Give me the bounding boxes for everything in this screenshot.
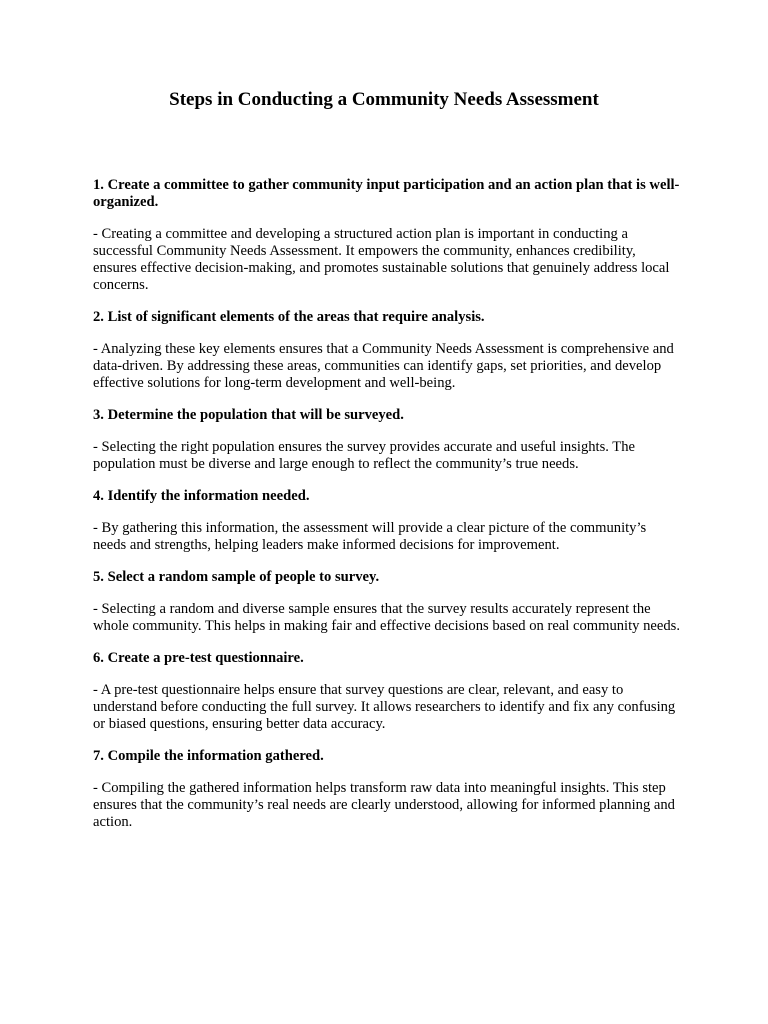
step-heading: 5. Select a random sample of people to survey.: [93, 569, 380, 585]
step-description: - Analyzing these key elements ensures that a Community Needs Assessment is comprehensive and data-driven. By addressing these areas, communities can identify gaps, set priorities, and develop effective solutions for long-term development and well-being.: [93, 341, 674, 391]
step-description: - Creating a committee and developing a structured action plan is important in conducting a successful Community Needs Assessment. It empowers the community, enhances credibility, ensures effective decision-making, and promotes sustainable solutions that genuinely address local concerns.: [93, 226, 670, 293]
step-3: [93, 407, 683, 473]
step-description: - Compiling the gathered information helps transform raw data into meaningful insights. This step ensures that the community’s real needs are clearly understood, allowing for informed planning and action.: [93, 780, 675, 830]
step-description: - Selecting the right population ensures the survey provides accurate and useful insights. The population must be diverse and large enough to reflect the community’s true needs.: [93, 439, 635, 472]
step-2: [93, 309, 683, 392]
page-title: Steps in Conducting a Community Needs Assessment: [169, 89, 599, 110]
document-body: [93, 177, 683, 846]
step-heading: 6. Create a pre-test questionnaire.: [93, 650, 304, 666]
step-7: [93, 748, 683, 831]
step-description: - By gathering this information, the assessment will provide a clear picture of the community’s needs and strengths, helping leaders make informed decisions for improvement.: [93, 520, 647, 553]
step-heading: 2. List of significant elements of the areas that require analysis.: [93, 309, 485, 325]
step-description: - A pre-test questionnaire helps ensure that survey questions are clear, relevant, and easy to understand before conducting the full survey. It allows researchers to identify and fix any confusing or biased questions, ensuring better data accuracy.: [93, 682, 676, 732]
step-5: [93, 569, 683, 635]
step-heading: 1. Create a committee to gather community input participation and an action plan that is well-organized.: [93, 177, 680, 210]
step-heading: 3. Determine the population that will be surveyed.: [93, 407, 404, 423]
step-description: - Selecting a random and diverse sample ensures that the survey results accurately represent the whole community. This helps in making fair and effective decisions based on real community needs.: [93, 601, 680, 634]
step-4: [93, 488, 683, 554]
step-1: [93, 177, 683, 294]
step-heading: 7. Compile the information gathered.: [93, 748, 324, 764]
step-6: [93, 650, 683, 733]
step-heading: 4. Identify the information needed.: [93, 488, 310, 504]
